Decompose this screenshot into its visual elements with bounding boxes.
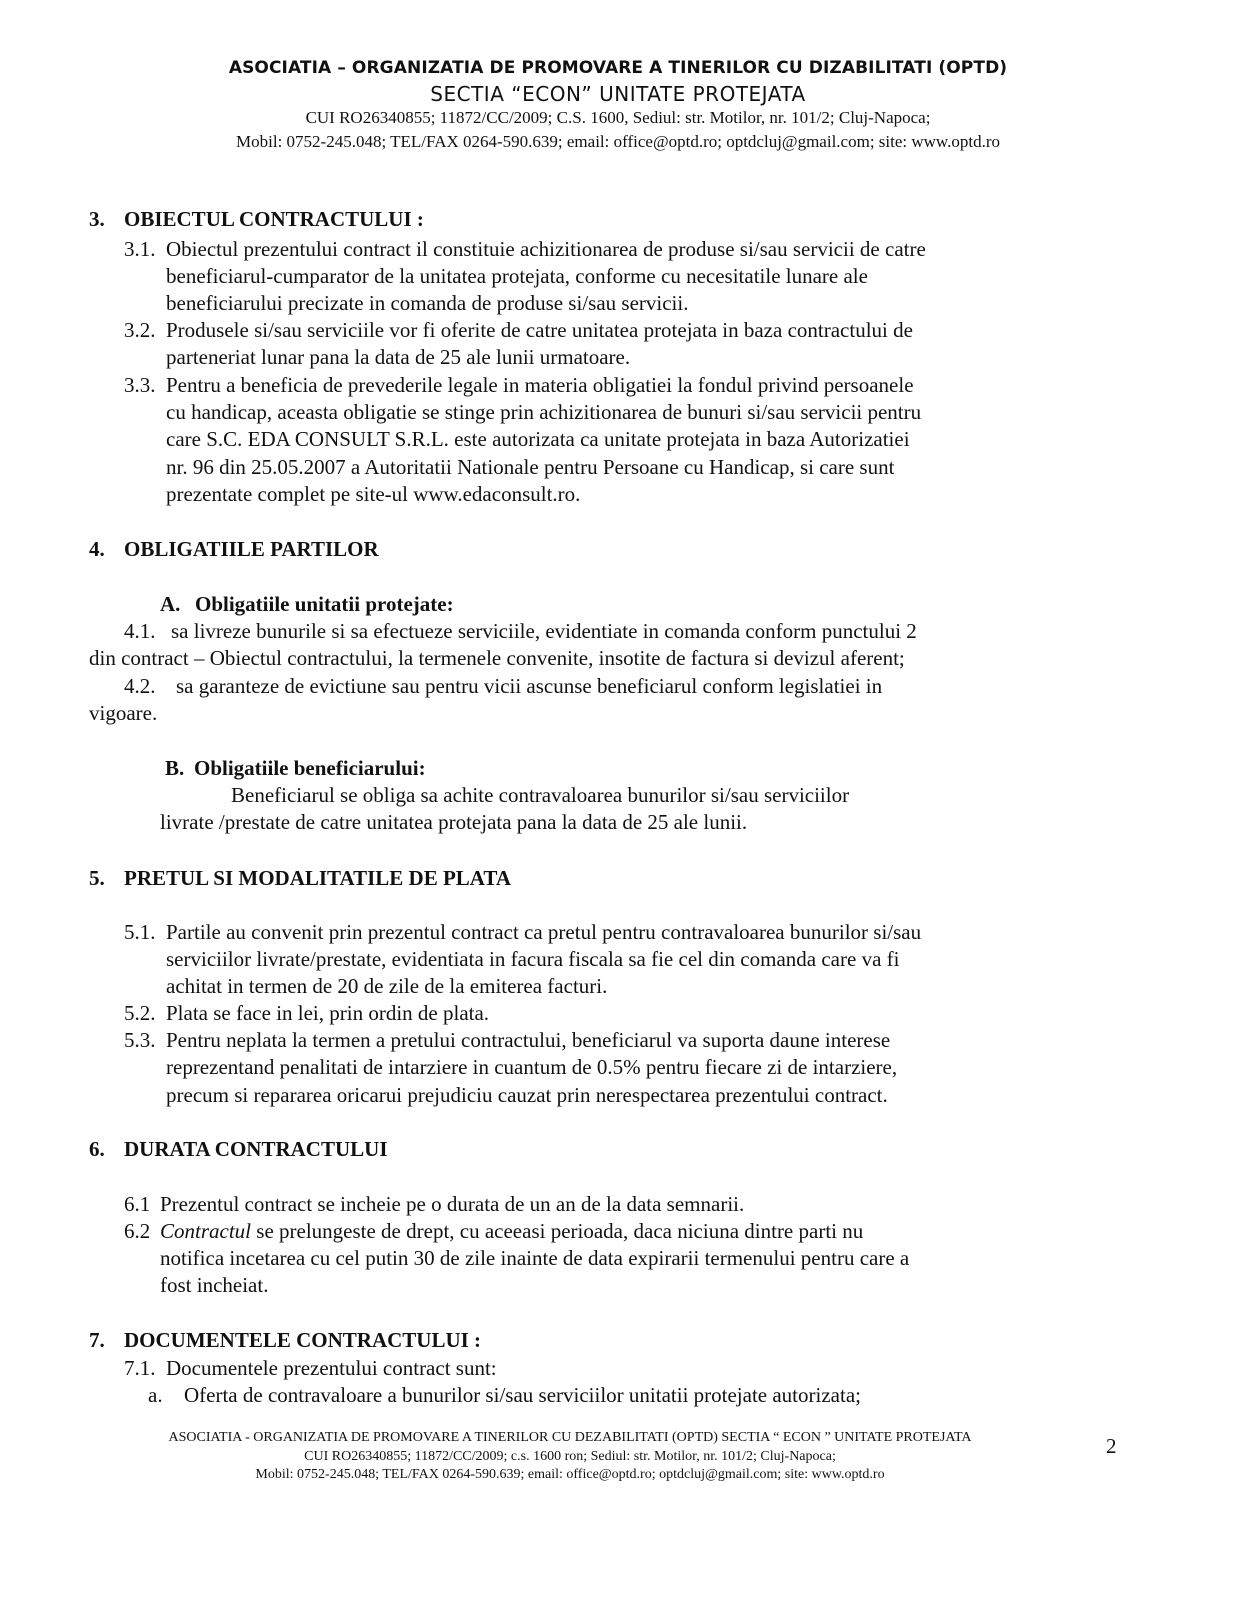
item-6-2-line: notifica incetarea cu cel putin 30 de zile inainte de data expirarii termenului pentru care a — [160, 1246, 910, 1270]
item-4-2-line: sa garanteze de evictiune sau pentru vicii ascunse beneficiarul conform legislatiei in — [176, 674, 883, 698]
section-5-title: PRETUL SI MODALITATILE DE PLATA — [124, 866, 512, 890]
section-4-title: OBLIGATIILE PARTILOR — [124, 537, 379, 561]
item-6-2-first-line — [160, 1219, 863, 1244]
section-3-number: 3. — [89, 207, 105, 231]
header-section-name: SECTIA “ECON” UNITATE PROTEJATA — [430, 82, 806, 106]
item-3-2-line: parteneriat lunar pana la data de 25 ale lunii urmatoare. — [166, 345, 631, 369]
footer-organization-name: ASOCIATIA - ORGANIZATIA DE PROMOVARE A TINERILOR CU DEZABILITATI (OPTD) SECTIA “ ECON ” UNITATE PROTEJATA — [168, 1430, 972, 1445]
item-7-1-line: Documentele prezentului contract sunt: — [166, 1356, 497, 1380]
item-3-3-line: nr. 96 din 25.05.2007 a Autoritatii Nationale pentru Persoane cu Handicap, si care sunt — [166, 455, 895, 479]
item-5-1-line: Partile au convenit prin prezentul contract ca pretul pentru contravaloarea bunurilor si/sau — [166, 920, 922, 944]
section-6-number: 6. — [89, 1137, 105, 1161]
footer-contact-info: Mobil: 0752-245.048; TEL/FAX 0264-590.639; email: office@optd.ro; optdcluj@gmail.com; site: www.optd.ro — [255, 1467, 885, 1482]
item-4-1-line: sa livreze bunurile si sa efectueze serviciile, evidentiate in comanda conform punctului 2 — [171, 619, 917, 643]
item-4-1-number: 4.1. — [124, 619, 156, 643]
item-3-1-line: Obiectul prezentului contract il constituie achizitionarea de produse si/sau servicii de catre — [166, 237, 926, 261]
item-5-2-line: Plata se face in lei, prin ordin de plata. — [166, 1001, 490, 1025]
item-6-2-line: fost incheiat. — [160, 1273, 269, 1297]
item-5-1-number: 5.1. — [124, 920, 156, 944]
section-6-title: DURATA CONTRACTULUI — [124, 1137, 388, 1161]
page-number: 2 — [1106, 1434, 1117, 1458]
item-3-1-line: beneficiarului precizate in comanda de produse si/sau servicii. — [166, 291, 689, 315]
item-3-3-line: Pentru a beneficia de prevederile legale in materia obligatiei la fondul privind persoanele — [166, 373, 914, 397]
subsection-b-line: livrate /prestate de catre unitatea protejata pana la data de 25 ale lunii. — [160, 810, 748, 834]
header-registration-info: CUI RO26340855; 11872/CC/2009; C.S. 1600, Sediul: str. Motilor, nr. 101/2; Cluj-Napoca; — [305, 108, 931, 127]
item-3-3-number: 3.3. — [124, 373, 156, 397]
item-3-2-number: 3.2. — [124, 318, 156, 342]
item-5-3-line: reprezentand penalitati de intarziere in cuantum de 0.5% pentru fiecare zi de intarziere, — [166, 1055, 898, 1079]
item-5-3-line: precum si repararea oricarui prejudiciu cauzat prin nerespectarea prezentului contract. — [166, 1083, 888, 1107]
subsection-b-letter: B. — [165, 756, 185, 780]
header-contact-info: Mobil: 0752-245.048; TEL/FAX 0264-590.639; email: office@optd.ro; optdcluj@gmail.com; site: www.optd.ro — [236, 132, 1000, 151]
item-5-3-line: Pentru neplata la termen a pretului contractului, beneficiarul va suporta daune interese — [166, 1028, 891, 1052]
item-5-1-line: serviciilor livrate/prestate, evidentiata in facura fiscala sa fie cel din comanda care va fi — [166, 947, 900, 971]
section-7-number: 7. — [89, 1328, 105, 1352]
item-7-1-a-line: Oferta de contravaloare a bunurilor si/sau serviciilor unitatii protejate autorizata; — [184, 1383, 861, 1407]
item-3-3-line: care S.C. EDA CONSULT S.R.L. este autorizata ca unitate protejata in baza Autorizatiei — [166, 427, 910, 451]
item-4-1-line: din contract – Obiectul contractului, la termenele convenite, insotite de factura si devizul aferent; — [89, 646, 905, 670]
item-6-1-number: 6.1 — [124, 1192, 151, 1216]
subsection-a-letter: A. — [160, 592, 181, 616]
item-5-1-line: achitat in termen de 20 de zile de la emiterea facturi. — [166, 974, 608, 998]
subsection-a-title: Obligatiile unitatii protejate: — [195, 592, 454, 616]
section-7-title: DOCUMENTELE CONTRACTULUI : — [124, 1328, 482, 1352]
item-3-3-line: prezentate complet pe site-ul www.edaconsult.ro. — [166, 482, 581, 506]
section-3-title: OBIECTUL CONTRACTULUI : — [124, 207, 424, 231]
item-6-2-number: 6.2 — [124, 1219, 151, 1243]
item-5-2-number: 5.2. — [124, 1001, 156, 1025]
item-6-2-line: se prelungeste de drept, cu aceeasi perioada, daca niciuna dintre parti nu — [251, 1219, 864, 1243]
item-3-1-line: beneficiarul-cumparator de la unitatea protejata, conforme cu necesitatile lunare ale — [166, 264, 868, 288]
item-3-3-line: cu handicap, aceasta obligatie se stinge prin achizitionarea de bunuri si/sau servicii pentru — [166, 400, 922, 424]
item-6-1-line: Prezentul contract se incheie pe o durata de un an de la data semnarii. — [160, 1192, 745, 1216]
item-7-1-number: 7.1. — [124, 1356, 156, 1380]
item-7-1-a-letter: a. — [148, 1383, 163, 1407]
footer-registration-info: CUI RO26340855; 11872/CC/2009; c.s. 1600 ron; Sediul: str. Motilor, nr. 101/2; Cluj-Napoca; — [304, 1449, 836, 1464]
section-4-number: 4. — [89, 537, 105, 561]
italic-contract-word: Contractul — [160, 1219, 252, 1243]
item-3-1-number: 3.1. — [124, 237, 156, 261]
header-organization-name: ASOCIATIA – ORGANIZATIA DE PROMOVARE A TINERILOR CU DIZABILITATI (OPTD) — [228, 58, 1008, 78]
item-5-3-number: 5.3. — [124, 1028, 156, 1052]
section-5-number: 5. — [89, 866, 105, 890]
subsection-b-title: Obligatiile beneficiarului: — [194, 756, 426, 780]
item-3-2-line: Produsele si/sau serviciile vor fi oferite de catre unitatea protejata in baza contractului de — [166, 318, 913, 342]
item-4-2-number: 4.2. — [124, 674, 156, 698]
subsection-b-line: Beneficiarul se obliga sa achite contravaloarea bunurilor si/sau serviciilor — [231, 783, 850, 807]
item-4-2-line: vigoare. — [89, 701, 158, 725]
